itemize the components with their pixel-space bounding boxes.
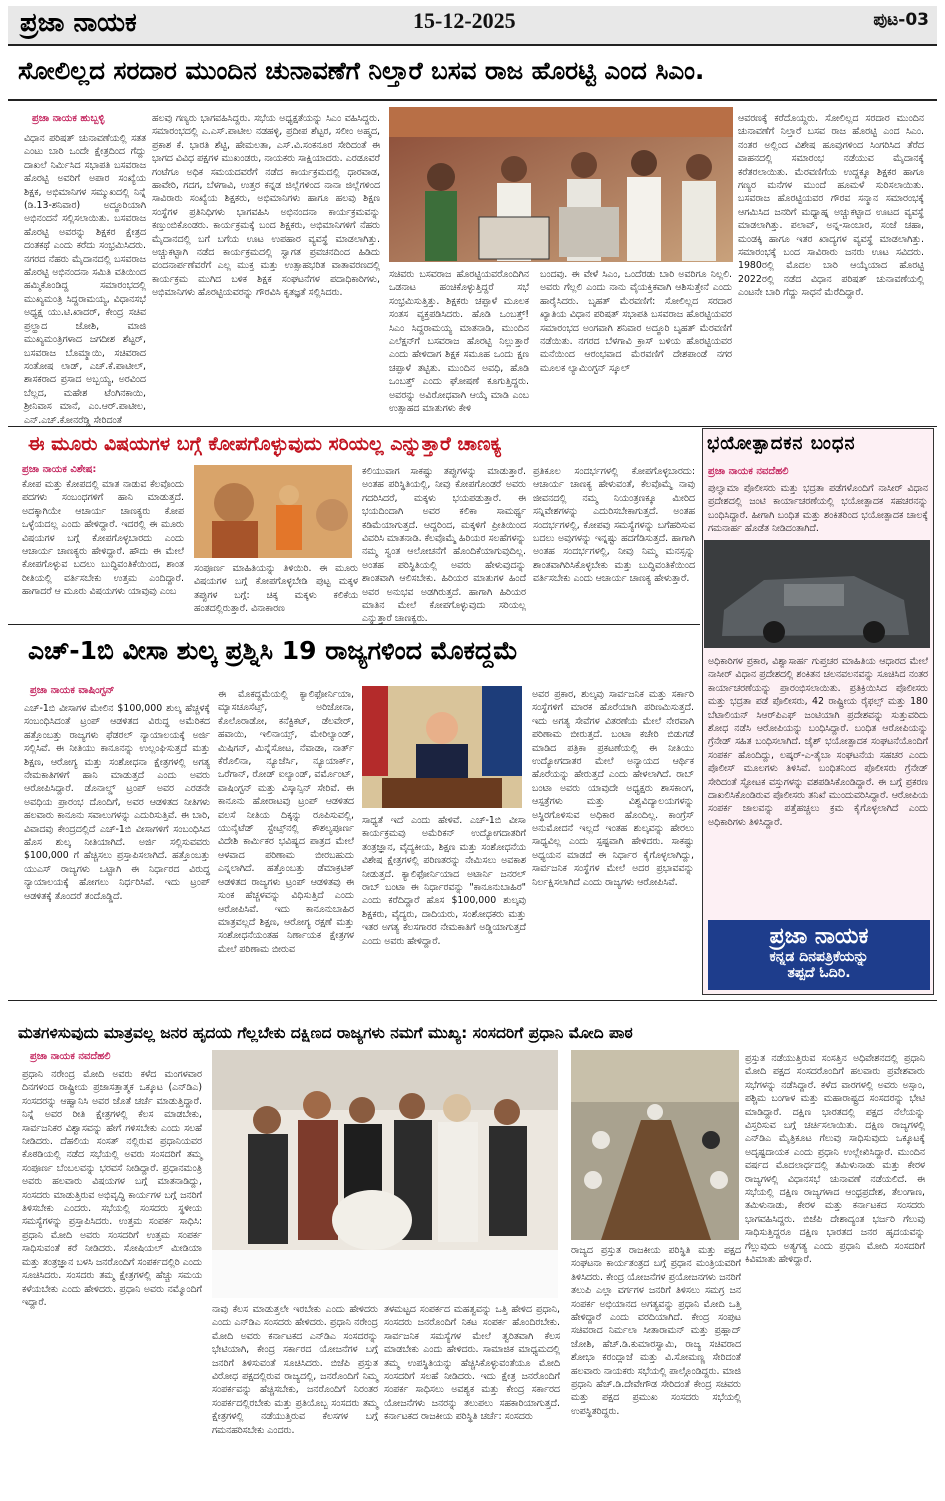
divider	[8, 99, 937, 101]
story5-col2: ನಾವು ಕೆಲಸ ಮಾಡುತ್ತಲೇ ಇರಬೇಕು ಎಂದು ಹೇಳಿದರು ಎಂದು ಎನ್‌ಡಿಎ ಸಂಸದರು ಹೇಳಿದರು. ಪ್ರಧಾನಿ ನರೇಂದ್ರ ಮೋದಿ ಅವರು ಕರ್ನಾಟಕದ ಎನ್‌ಡಿಎ ಸಂಸದರನ್ನು ಭೇಟಿಯಾಗಿ, ಕೇಂದ್ರ ಸರ್ಕಾರದ ಯೋಜನೆಗಳ ಬಗ್ಗೆ ಜನರಿಗೆ ತಿಳಿಸುವಂತೆ ಸೂಚಿಸಿದರು. ಬಿಜೆಪಿ ಪ್ರಸ್ತುತ ವಿರೋಧ ಪಕ್ಷದಲ್ಲಿರುವ ರಾಜ್ಯದಲ್ಲಿ, ಜನರೊಂದಿಗೆ ನಿಮ್ಮ ಸಂಪರ್ಕವನ್ನು ಹೆಚ್ಚಿಸಬೇಕು, ಜನರೊಂದಿಗೆ ನಿರಂತರ ಸಂಪರ್ಕದಲ್ಲಿರಬೇಕು ಮತ್ತು ಪ್ರತಿಯೊಬ್ಬ ಸಂಸದರು ತಮ್ಮ ಕ್ಷೇತ್ರಗಳಲ್ಲಿ ನಡೆಯುತ್ತಿರುವ ಕೆಲಸಗಳ ಬಗ್ಗೆ ಗಮನಹರಿಸಬೇಕು ಎಂದರು.	[212, 1304, 378, 1436]
story2-headline: ಈ ಮೂರು ವಿಷಯಗಳ ಬಗ್ಗೆ ಕೋಪಗೊಳ್ಳುವುದು ಸರಿಯಲ್ಲ ಎನ್ನುತ್ತಾರೆ ಚಾಣಕ್ಯ	[28, 433, 502, 455]
story4-col4: ಅವರ ಪ್ರಕಾರ, ಶುಲ್ಕವು ಸಾರ್ವಜನಿಕ ಮತ್ತು ಸರ್ಕಾರಿ ಸಂಸ್ಥೆಗಳಿಗೆ ಮಾರಕ ಹೊರೆಯಾಗಿ ಪರಿಣಮಿಸುತ್ತದೆ. ಇದು ಅಗತ್ಯ ಸೇವೆಗಳ ವಿತರಣೆಯ ಮೇಲೆ ನೇರವಾಗಿ ಪರಿಣಾಮ ಬೀರುತ್ತದೆ. ಬಂಟಾ ಕಚೇರಿ ಬಿಡುಗಡೆ ಮಾಡಿದ ಪತ್ರಿಕಾ ಪ್ರಕಟಣೆಯಲ್ಲಿ ಈ ನೀತಿಯು ಉದ್ಯೋಗದಾತರ ಮೇಲೆ ಅನ್ಯಾಯದ ಆರ್ಥಿಕ ಹೊರೆಯನ್ನು ಹೇರುತ್ತದೆ ಎಂದು ಹೇಳಲಾಗಿದೆ. ರಾಬ್ ಬಂಟಾ ಅವರು ಯಾವುದೇ ಅಧ್ಯಕ್ಷರು ಶಾಸಕಾಂಗ, ಆಸ್ಪತ್ರೆಗಳು ಮತ್ತು ವಿಶ್ವವಿದ್ಯಾಲಯಗಳನ್ನು ಅಸ್ಥಿರಗೊಳಿಸುವ ಅಧಿಕಾರ ಹೊಂದಿಲ್ಲ. ಕಾಂಗ್ರೆಸ್ ಅನುಮೋದನೆ ಇಲ್ಲದೆ ಇಂತಹ ಶುಲ್ಕವನ್ನು ಹೇರಲು ಸಾಧ್ಯವಿಲ್ಲ ಎಂದು ಸ್ಪಷ್ಟವಾಗಿ ಹೇಳಿದರು. ಸಾಕಷ್ಟು ಅಧ್ಯಯನ ಮಾಡದೆ ಈ ನಿರ್ಧಾರ ಕೈಗೊಳ್ಳಲಾಗಿದ್ದು, ಸಾರ್ವಜನಿಕ ಸಂಸ್ಥೆಗಳ ಮೇಲೆ ಅದರ ಪ್ರಭಾವವನ್ನು ನಿರ್ಲಕ್ಷಿಸಲಾಗಿದೆ ಎಂದು ರಾಜ್ಯಗಳು ಆರೋಪಿಸಿವೆ.	[532, 689, 694, 888]
page-number: ಪುಟ-03	[873, 10, 929, 30]
issue-date: 15-12-2025	[413, 8, 516, 33]
story1-col4: ಬಂದವು. ಈ ವೇಳೆ ಸಿಎಂ, ಒಂದೆರಡು ಬಾರಿ ಅವರಿಗೂ ನಿಲ್ಲಲಿ. ಅವರು ಗೆಲ್ಲಲಿ ಎಂದು ನಾನು ವೈಯಕ್ತಿಕವಾಗಿ ಆಶಿಸುತ್ತೇನೆ ಎಂದು ಹಾರೈಸಿದರು. ಬೃಹತ್ ಮೆರವಣಿಗೆ: ಸೋಲಿಲ್ಲದ ಸರದಾರ ಖ್ಯಾತಿಯ ವಿಧಾನ ಪರಿಷತ್ ಸಭಾಪತಿ ಬಸವರಾಜ ಹೊರಟ್ಟಿಯವರ ಸಮಾರಂಭದ ಅಂಗವಾಗಿ ಶನಿವಾರ ಅದ್ಧೂರಿ ಬೃಹತ್ ಮೆರವಣಿಗೆ ನಡೆಯಿತು. ನಗರದ ಬೆಳಗಾವಿ ಕ್ರಾಸ್ ಬಳಿಯ ಹೊರಟ್ಟಿಯವರ ಮನೆಯಿಂದ ಆರಂಭವಾದ ಮೆರವಣಿಗೆ ದೇಶಪಾಂಡೆ ನಗರ ಮೂಲಕ ಲ್ಯಾಮಿಂಗ್ಟನ್ ಸ್ಕೂಲ್	[540, 269, 732, 374]
ad-title: ಪ್ರಜಾ ನಾಯಕ	[769, 924, 869, 949]
story1-col1: ವಿಧಾನ ಪರಿಷತ್ ಚುನಾವಣೆಯಲ್ಲಿ ಸತತ ಎಂಟು ಬಾರಿ ಒಂದೇ ಕ್ಷೇತ್ರದಿಂದ ಗೆದ್ದು ದಾಖಲೆ ನಿರ್ಮಿಸಿದ ಸಭಾಪತಿ ಬಸವರಾಜ ಹೊರಟ್ಟಿ ಅವರಿಗೆ ಅಪಾರ ಸಂಖ್ಯೆಯ ಶಿಕ್ಷಕ, ಅಭಿಮಾನಿಗಳ ಸಮ್ಮುಖದಲ್ಲಿ ನಿನ್ನೆ (ಡಿ.13-ಶನಿವಾರ) ಅದ್ಧೂರಿಯಾಗಿ ಅಭಿನಂದನೆ ಸಲ್ಲಿಸಲಾಯಿತು. ಬಸವರಾಜ ಹೊರಟ್ಟಿ ಅವರನ್ನು ಶಿಕ್ಷಕರ ಕ್ಷೇತ್ರದ ದಂತಕಥೆ ಎಂದು ಕರೆದು ಸಂಭ್ರಮಿಸಿದರು. ನಗರದ ನೆಹರು ಮೈದಾನದಲ್ಲಿ ಬಸವರಾಜ ಹೊರಟ್ಟಿ ಅಭಿನಂದನಾ ಸಮಿತಿ ವತಿಯಿಂದ ಹಮ್ಮಿಕೊಂಡಿದ್ದ ಸಮಾರಂಭದಲ್ಲಿ ಮುಖ್ಯಮಂತ್ರಿ ಸಿದ್ದರಾಮಯ್ಯ, ವಿಧಾನಸಭೆ ಅಧ್ಯಕ್ಷ ಯು.ಟಿ.ಖಾದರ್, ಕೇಂದ್ರ ಸಚಿವ ಪ್ರಲ್ಹಾದ ಜೋಶಿ, ಮಾಜಿ ಮುಖ್ಯಮಂತ್ರಿಗಳಾದ ಜಗದೀಶ ಶೆಟ್ಟರ್, ಬಸವರಾಜ ಬೊಮ್ಮಾಯಿ, ಸಚಿವರಾದ ಸಂತೋಷ ಲಾಡ್, ಎಚ್.ಕೆ.ಪಾಟೀಲ್, ಶಾಸಕರಾದ ಪ್ರಸಾದ ಅಬ್ಬಯ್ಯ, ಅರವಿಂದ ಬೆಲ್ಲದ, ಮಹೇಶ ಟೆಂಗಿನಕಾಯಿ, ಶ್ರೀನಿವಾಸ ಮಾನೆ, ಎಂ.ಆರ್.ಪಾಟೀಲ, ಎನ್.ಎಚ್.ಕೋನರೆಡ್ಡಿ ಸೇರಿದಂತೆ	[24, 133, 146, 426]
story1-col3: ಸಚಿವರು ಬಸವರಾಜ ಹೊರಟ್ಟಿಯವರೊಂದಿಗಿನ ಒಡನಾಟ ಹಂಚಿಕೊಳ್ಳುತ್ತಿದ್ದರೆ ಸಭೆ ಸಂಭ್ರಮಿಸುತ್ತಿತ್ತು. ಶಿಕ್ಷಕರು ಚಪ್ಪಾಳೆ ಮೂಲಕ ಸಂತಸ ವ್ಯಕ್ತಪಡಿಸಿದರು. ಹೊಡಿ ಒಂಬತ್ತ್! ಸಿಎಂ ಸಿದ್ದರಾಮಯ್ಯ ಮಾತನಾಡಿ, ಮುಂದಿನ ಎಲೆಕ್ಷನ್‍ಗೆ ಬಸವರಾಜ ಹೊರಟ್ಟಿ ನಿಲ್ಲುತ್ತಾರೆ ಎಂದು ಹೇಳಿದಾಗ ಶಿಕ್ಷಕ ಸಮೂಹ ಒಂದು ಕ್ಷಣ ಚಪ್ಪಾಳೆ ತಟ್ಟಿತು. ಮುಂದಿನ ಅವಧಿ, ಹೊಡಿ ಒಂಬತ್ತ್ ಎಂದು ಘೋಷಣೆ ಕೂಗುತ್ತಿದ್ದರು. ಅವರನ್ನು ಅವಿರೋಧವಾಗಿ ಆಯ್ಕೆ ಮಾಡಿ ಎಂಬ ಉತ್ಸಾಹದ ಮಾತುಗಳು ಕೇಳಿ	[389, 269, 529, 415]
story1-byline: ಪ್ರಜಾ ನಾಯಕ ಹುಬ್ಬಳ್ಳಿ	[32, 113, 105, 124]
story2-photo	[194, 465, 352, 558]
story3-headline: ಭಯೋತ್ಪಾದಕನ ಬಂಧನ	[707, 433, 856, 454]
story2-col4: ಪ್ರತಿಕೂಲ ಸಂದರ್ಭಗಳಲ್ಲಿ ಕೋಪಗೊಳ್ಳಬಾರದು: ಆಚಾರ್ಯ ಚಾಣಕ್ಯ ಹೇಳುವಂತೆ, ಕೆಲವೊಮ್ಮೆ ನಾವು ಜೀವನದಲ್ಲಿ ನಮ್ಮ ನಿಯಂತ್ರಣಕ್ಕೂ ಮೀರಿದ ಸನ್ನಿವೇಶಗಳನ್ನು ಎದುರಿಸಬೇಕಾಗುತ್ತದೆ. ಅಂತಹ ಸಂದರ್ಭಗಳಲ್ಲಿ, ಕೋಪವು ಸಮಸ್ಯೆಗಳನ್ನು ಬಗೆಹರಿಸುವ ಬದಲು ಅವುಗಳನ್ನು ಇನ್ನಷ್ಟು ಹದಗೆಡಿಸುತ್ತದೆ. ಹಾಗಾಗಿ ಅಂತಹ ಸಂದರ್ಭಗಳಲ್ಲಿ, ನೀವು ನಿಮ್ಮ ಮನಸ್ಸನ್ನು ಶಾಂತವಾಗಿರಿಸಿಕೊಳ್ಳಬೇಕು ಮತ್ತು ಬುದ್ಧಿವಂತಿಕೆಯಿಂದ ವರ್ತಿಸಬೇಕು ಎಂದು ಆಚಾರ್ಯ ಚಾಣಕ್ಯ ಹೇಳುತ್ತಾರೆ.	[533, 466, 695, 585]
story3-body: ಅಧಿಕಾರಿಗಳ ಪ್ರಕಾರ, ವಿಶ್ವಾಸಾರ್ಹ ಗುಪ್ತಚರ ಮಾಹಿತಿಯ ಆಧಾರದ ಮೇಲೆ ನಾಸೀರ್ ವಿಧಾನ ಪ್ರದೇಶದಲ್ಲಿ ಶಂಕಿತನ ಚಲನವಲನವನ್ನು ಸೂಚಿಸಿದ ನಂತರ ಕಾರ್ಯಾಚರಣೆಯನ್ನು ಪ್ರಾರಂಭಿಸಲಾಯಿತು. ಪ್ರತಿಕ್ರಿಯಿಸಿದ ಪೊಲೀಸರು ಮತ್ತು ಭದ್ರತಾ ಪಡೆ ಪೊಲೀಸರು, 42 ರಾಷ್ಟ್ರೀಯ ರೈಫಲ್ಸ್ ಮತ್ತು 180 ಬೆಟಾಲಿಯನ್ ಸಿಆರ್‌ಪಿಎಫ್ ಜಂಟಿಯಾಗಿ ಪ್ರದೇಶವನ್ನು ಸುತ್ತುವರಿದು ಶೋಧ ನಡೆಸಿ ಆರೋಪಿಯನ್ನು ಬಂಧಿಸಿದ್ದಾರೆ. ಬಂಧಿತ ಆರೋಪಿಯನ್ನು ಗ್ರೆನೇಡ್ ಸಹಿತ ಬಂಧಿಸಲಾಗಿದೆ. ಜೈಶ್ ಭಯೋತ್ಪಾದಕ ಸಂಘಟನೆಯೊಂದಿಗೆ ಸಂಪರ್ಕ ಹೊಂದಿದ್ದು, ಲಷ್ಕರ್-ಎ-ತೈಬಾ ಸಂಘಟನೆಯ ಸಹಚರ ಎಂದು ಪೊಲೀಸ್ ಮೂಲಗಳು ತಿಳಿಸಿವೆ. ಬಂಧಿತನಿಂದ ಪೊಲೀಸರು ಗ್ರೆನೇಡ್ ಸೇರಿದಂತೆ ಸ್ಫೋಟಕ ವಸ್ತುಗಳನ್ನು ವಶಪಡಿಸಿಕೊಂಡಿದ್ದಾರೆ. ಈ ಬಗ್ಗೆ ಪ್ರಕರಣ ದಾಖಲಿಸಿಕೊಂಡಿರುವ ಪೊಲೀಸರು ತನಿಖೆ ಮುಂದುವರಿಸಿದ್ದಾರೆ. ಆರೋಪಿಯ ಸಂಪರ್ಕ ಜಾಲವನ್ನು ಪತ್ತೆಹಚ್ಚಲು ಕ್ರಮ ಕೈಗೊಳ್ಳಲಾಗಿದೆ ಎಂದು ಅಧಿಕಾರಿಗಳು ತಿಳಿಸಿದ್ದಾರೆ.	[708, 656, 928, 828]
story2-col1: ಕೋಪ ಮತ್ತು ಕೋಪದಲ್ಲಿ ಮಾತ ನಾಡುವ ಕೆಲವೊಂದು ಪದಗಳು ಸಂಬಂಧಗಳಿಗೆ ಹಾನಿ ಮಾಡುತ್ತದೆ. ಅದಕ್ಕಾಗಿಯೇ ಆಚಾರ್ಯ ಚಾಣಕ್ಯರು ಕೋಪ ಒಳ್ಳೆಯದಲ್ಲ ಎಂದು ಹೇಳಿದ್ದಾರೆ. ಇದರಲ್ಲಿ ಈ ಮೂರು ವಿಷಯಗಳ ಬಗ್ಗೆ ಕೋಪಗೊಳ್ಳಬಾರದು ಎಂದು ಆಚಾರ್ಯ ಚಾಣಕ್ಯರು ಹೇಳಿದ್ದಾರೆ. ಹೌದು ಈ ಮೇಲೆ ಕೋಪಗೊಳ್ಳುವ ಬದಲು ಬುದ್ಧಿವಂತಿಕೆಯಿಂದ, ಶಾಂತ ರೀತಿಯಲ್ಲಿ ವರ್ತಿಸಬೇಕು ಉತ್ತಮ ಎಂದಿದ್ದಾರೆ. ಹಾಗಾದರೆ ಆ ಮೂರು ವಿಷಯಗಳು ಯಾವುವು ಎಂಬ	[22, 479, 184, 598]
story5-headline: ಮತಗಳಿಸುವುದು ಮಾತ್ರವಲ್ಲ ಜನರ ಹೃದಯ ಗೆಲ್ಲಬೇಕು ದಕ್ಷಿಣದ ರಾಜ್ಯಗಳು ನಮಗೆ ಮುಖ್ಯ: ಸಂಸದರಿಗೆ ಪ್ರಧಾನಿ ಮೋದಿ ಪಾಠ	[18, 1024, 633, 1042]
divider	[8, 1000, 937, 1001]
story4-col2: ಈ ಮೊಕದ್ದಮೆಯಲ್ಲಿ ಕ್ಯಾಲಿಫೋರ್ನಿಯಾ, ಮ್ಯಾಸಚೂಸೆಟ್ಸ್, ಅರಿಜೋನಾ, ಕೊಲೊರಾಡೋ, ಕನೆಕ್ಟಿಕಟ್, ಡೆಲವೇರ್, ಹವಾಯಿ, ಇಲಿನಾಯ್ಸ್, ಮೇರಿಲ್ಯಾಂಡ್, ಮಿಷಿಗನ್, ಮಿನ್ನೆಸೋಟ, ನೆವಾಡಾ, ನಾರ್ತ್ ಕೆರೊಲಿನಾ, ನ್ಯೂಜೆರ್ಸಿ, ನ್ಯೂಯಾರ್ಕ್, ಒರೆಗಾನ್, ರೋಡ್ ಐಲ್ಯಾಂಡ್, ವರ್ಮೊಂಟ್, ವಾಷಿಂಗ್ಟನ್ ಮತ್ತು ವಿಸ್ಕಾನ್ಸಿನ್ ಸೇರಿವೆ. ಈ ಕಾನೂನು ಹೋರಾಟವು ಟ್ರಂಪ್ ಆಡಳಿತದ ವಲಸೆ ನೀತಿಯ ದಿಕ್ಕನ್ನು ರೂಪಿಸುವಲ್ಲಿ, ಯುನೈಟೆಡ್ ಸ್ಟೇಟ್ಸ್‌ನಲ್ಲಿ ಕೌಶಲ್ಯಪೂರ್ಣ ವಿದೇಶಿ ಕಾರ್ಮಿಕರ ಭವಿಷ್ಯದ ಪಾತ್ರದ ಮೇಲೆ ಆಳವಾದ ಪರಿಣಾಮ ಬೀರಬಹುದು ಎನ್ನಲಾಗಿದೆ. ಹತ್ತೊಂಬತ್ತು ಡೆಮಾಕ್ರಟಿಕ್ ಆಡಳಿತದ ರಾಜ್ಯಗಳು ಟ್ರಂಪ್ ಆಡಳಿತವು ಈ ಸುಂಕ ಹೆಚ್ಚಳವನ್ನು ವಿಧಿಸುತ್ತಿದೆ ಎಂದು ಆರೋಪಿಸಿವೆ. ಇದು ಕಾನೂನುಬಾಹಿರ ಮಾತ್ರವಲ್ಲದೆ ಶಿಕ್ಷಣ, ಆರೋಗ್ಯ ರಕ್ಷಣೆ ಮತ್ತು ಸಂಶೋಧನೆಯಂತಹ ನಿರ್ಣಾಯಕ ಕ್ಷೇತ್ರಗಳ ಮೇಲೆ ಪರಿಣಾಮ ಬೀರುವ	[218, 689, 354, 955]
divider	[8, 426, 937, 427]
story3-byline: ಪ್ರಜಾ ನಾಯಕ ನವದೆಹಲಿ	[708, 466, 789, 477]
story5-col4: ರಾಜ್ಯದ ಪ್ರಸ್ತುತ ರಾಜಕೀಯ ಪರಿಸ್ಥಿತಿ ಮತ್ತು ಪಕ್ಷದ ಸಂಘಟನಾ ಕಾರ್ಯತಂತ್ರದ ಬಗ್ಗೆ ಪ್ರಧಾನ ಮಂತ್ರಿಯವರಿಗೆ ತಿಳಿಸಿದರು. ಕೇಂದ್ರ ಯೋಜನೆಗಳ ಪ್ರಯೋಜನಗಳು ಜನರಿಗೆ ತಲುಪಿ ಎಲ್ಲಾ ವರ್ಗಗಳ ಜನರಿಗೆ ತಿಳಿಸಲು ಸಮಗ್ರ ಜನ ಸಂಪರ್ಕ ಅಭಿಯಾನದ ಅಗತ್ಯವನ್ನು ಪ್ರಧಾನಿ ಮೋದಿ ಒತ್ತಿ ಹೇಳಿದ್ದಾರೆ ಎಂದು ವರದಿಯಾಗಿದೆ. ಕೇಂದ್ರ ಸಂಪುಟ ಸಚಿವರಾದ ನಿರ್ಮಲಾ ಸೀತಾರಾಮನ್ ಮತ್ತು ಪ್ರಹ್ಲಾದ್ ಜೋಶಿ, ಹೆಚ್.ಡಿ.ಕುಮಾರಸ್ವಾಮಿ, ರಾಜ್ಯ ಸಚಿವರಾದ ಶೋಭಾ ಕರಂದ್ಲಾಜೆ ಮತ್ತು ವಿ.ಸೋಮಣ್ಣ ಸೇರಿದಂತೆ ಹಲವಾರು ನಾಯಕರು ಸಭೆಯಲ್ಲಿ ಪಾಲ್ಗೊಂಡಿದ್ದರು. ಮಾಜಿ ಪ್ರಧಾನಿ ಹೆಚ್.ಡಿ.ದೇವೇಗೌಡ ಸೇರಿದಂತೆ ಕೇಂದ್ರ ಸಚಿವರು ಮತ್ತು ಪಕ್ಷದ ಪ್ರಮುಖ ಸಂಸದರು ಸಭೆಯಲ್ಲಿ ಉಪಸ್ಥಿತರಿದ್ದರು.	[571, 1245, 741, 1417]
story5-col5: ಪ್ರಸ್ತುತ ನಡೆಯುತ್ತಿರುವ ಸಂಸತ್ತಿನ ಅಧಿವೇಶನದಲ್ಲಿ ಪ್ರಧಾನಿ ಮೋದಿ ಪಕ್ಷದ ಸಂಸದರೊಂದಿಗೆ ಹಲವಾರು ಪ್ರವೇಶವಾರು ಸಭೆಗಳನ್ನು ನಡೆಸಿದ್ದಾರೆ. ಕಳೆದ ವಾರಗಳಲ್ಲಿ ಅವರು ಅಸ್ಸಾಂ, ಪಶ್ಚಿಮ ಬಂಗಾಳ ಮತ್ತು ಮಹಾರಾಷ್ಟ್ರದ ಸಂಸದರನ್ನು ಭೇಟಿ ಮಾಡಿದ್ದಾರೆ. ದಕ್ಷಿಣ ಭಾರತದಲ್ಲಿ ಪಕ್ಷದ ನೆಲೆಯನ್ನು ವಿಸ್ತರಿಸುವ ಬಗ್ಗೆ ಚರ್ಚಿಸಲಾಯಿತು. ದಕ್ಷಿಣ ರಾಜ್ಯಗಳಲ್ಲಿ ಎನ್‌ಡಿಎ ಮೈತ್ರಿಕೂಟ ಗೆಲುವು ಸಾಧಿಸುವುದು ಒಕ್ಕೂಟಕ್ಕೆ ಅದೃಷ್ಟದಾಯಕ ಎಂದು ಪ್ರಧಾನಿ ಉಲ್ಲೇಖಿಸಿದ್ದಾರೆ. ಮುಂದಿನ ವರ್ಷದ ಮೊದಲಾರ್ಧದಲ್ಲಿ ತಮಿಳುನಾಡು ಮತ್ತು ಕೇರಳ ರಾಜ್ಯಗಳಲ್ಲಿ ವಿಧಾನಸಭೆ ಚುನಾವಣೆ ನಡೆಯಲಿದೆ. ಈ ಸಭೆಯಲ್ಲಿ ದಕ್ಷಿಣ ರಾಜ್ಯಗಳಾದ ಆಂಧ್ರಪ್ರದೇಶ, ತೆಲಂಗಾಣ, ತಮಿಳುನಾಡು, ಕೇರಳ ಮತ್ತು ಕರ್ನಾಟಕದ ಸಂಸದರು ಭಾಗವಹಿಸಿದ್ದರು. ಬಿಜೆಪಿ ದೇಶಾದ್ಯಂತ ಭರ್ಜರಿ ಗೆಲುವು ಸಾಧಿಸುತ್ತಿದ್ದರೂ ದಕ್ಷಿಣ ಭಾರತದ ಜನರ ಹೃದಯವನ್ನು ಗೆಲ್ಲುವುದು ಅತ್ಯಗತ್ಯ ಎಂದು ಪ್ರಧಾನಿ ಮೋದಿ ಸಂಸದರಿಗೆ ಕಿವಿಮಾತು ಹೇಳಿದ್ದಾರೆ.	[745, 1053, 925, 1266]
masthead	[8, 6, 937, 46]
story5-byline: ಪ್ರಜಾ ನಾಯಕ ನವದೆಹಲಿ	[30, 1051, 111, 1062]
story2-col3: ಕಲಿಯುವಾಗ ಸಾಕಷ್ಟು ತಪ್ಪುಗಳನ್ನು ಮಾಡುತ್ತಾರೆ. ಅಂತಹ ಪರಿಸ್ಥಿತಿಯಲ್ಲಿ, ನೀವು ಕೋಪಗೊಂಡರೆ ಅವರು ಗದರಿಸಿದರೆ, ಮಕ್ಕಳು ಭಯಪಡುತ್ತಾರೆ. ಈ ಭಯದಿಂದಾಗಿ ಅವರ ಕಲಿಕಾ ಸಾಮರ್ಥ್ಯ ಕಡಿಮೆಯಾಗುತ್ತದೆ. ಆದ್ದರಿಂದ, ಮಕ್ಕಳಿಗೆ ಪ್ರೀತಿಯಿಂದ ವಿವರಿಸಿ ಮಾತನಾಡಿ. ಕೆಲವೊಮ್ಮೆ ಹಿರಿಯರ ಸಲಹೆಗಳನ್ನು ನಮ್ಮ ಸ್ವಂತ ಆಲೋಚನೆಗೆ ಹೊಂದಿಕೆಯಾಗುವುದಿಲ್ಲ. ಅಂತಹ ಪರಿಸ್ಥಿತಿಯಲ್ಲಿ ಅವರು ಹೇಳುವುದನ್ನು ಶಾಂತವಾಗಿ ಆಲಿಸಬೇಕು. ಹಿರಿಯರ ಮಾತುಗಳ ಹಿಂದೆ ಅವರ ಅನುಭವ ಅಡಗಿರುತ್ತದೆ. ಹಾಗಾಗಿ ಹಿರಿಯರ ಮಾತಿನ ಮೇಲೆ ಕೋಪಗೊಳ್ಳುವುದು ಸರಿಯಲ್ಲ ಎನ್ನುತ್ತಾರೆ ಚಾಣಕ್ಯರು.	[362, 466, 526, 625]
story1-photo	[389, 107, 733, 262]
divider	[8, 624, 700, 625]
story4-col1: ಎಚ್-1ಬಿ ವೀಸಾಗಳ ಮೇಲಿನ $100,000 ಶುಲ್ಕ ಹೆಚ್ಚಳಕ್ಕೆ ಸಂಬಂಧಿಸಿದಂತೆ ಟ್ರಂಪ್ ಆಡಳಿತದ ವಿರುದ್ಧ ಅಮೆರಿಕದ ಹತ್ತೊಂಬತ್ತು ರಾಜ್ಯಗಳು ಫೆಡರಲ್ ನ್ಯಾಯಾಲಯಕ್ಕೆ ಅರ್ಜಿ ಸಲ್ಲಿಸಿವೆ. ಈ ನೀತಿಯು ಕಾನೂನನ್ನು ಉಲ್ಲಂಘಿಸುತ್ತದೆ ಮತ್ತು ಶಿಕ್ಷಣ, ಆರೋಗ್ಯ ಮತ್ತು ಸಂಶೋಧನಾ ಕ್ಷೇತ್ರಗಳಲ್ಲಿ ಅಗತ್ಯ ನೇಮಕಾತಿಗಳಿಗೆ ಹಾನಿ ಮಾಡುತ್ತದೆ ಎಂದು ಅವರು ಆರೋಪಿಸಿದ್ದಾರೆ. ಡೊನಾಲ್ಡ್ ಟ್ರಂಪ್ ಅವರ ಎರಡನೇ ಅವಧಿಯ ಪ್ರಾರಂಭ ದೊಂದಿಗೆ, ಅವರ ಆಡಳಿತದ ನೀತಿಗಳು ಹಲವಾರು ಕಾನೂನು ಸವಾಲುಗಳನ್ನು ಎದುರಿಸುತ್ತಿವೆ. ಈ ಬಾರಿ, ವಿವಾದವು ಕೇಂದ್ರದಲ್ಲಿದೆ ಎಚ್-1ಬಿ ವೀಸಾಗಳಿಗೆ ಸಂಬಂಧಿಸಿದ ಹೊಸ ಶುಲ್ಕ ನೀತಿಯಾಗಿದೆ. ಅರ್ಜಿ ಸಲ್ಲಿಸುವವರು $100,000 ಗೆ ಹೆಚ್ಚಿಸಲು ಪ್ರಸ್ತಾಪಿಸಲಾಗಿದೆ. ಹತ್ತೊಂಬತ್ತು ಯುಎಸ್ ರಾಜ್ಯಗಳು ಒಟ್ಟಾಗಿ ಈ ನಿರ್ಧಾರದ ವಿರುದ್ಧ ನ್ಯಾಯಾಲಯಕ್ಕೆ ಹೋಗಲು ನಿರ್ಧರಿಸಿವೆ. ಇದು ಟ್ರಂಪ್ ಆಡಳಿತಕ್ಕೆ ತೊಂದರೆ ತಂದೊಡ್ಡಿದೆ.	[24, 703, 210, 902]
paper-name: ಪ್ರಜಾ ನಾಯಕ	[20, 8, 137, 38]
story5-photo-meeting	[571, 1050, 739, 1240]
story5-photo-main	[212, 1050, 558, 1298]
story4-headline: ಎಚ್-1ಬಿ ವೀಸಾ ಶುಲ್ಕ ಪ್ರಶ್ನಿಸಿ 19 ರಾಜ್ಯಗಳಿಂದ ಮೊಕದ್ದಮೆ	[28, 636, 519, 665]
story4-byline: ಪ್ರಜಾ ನಾಯಕ ವಾಷಿಂಗ್ಟನ್	[30, 685, 115, 696]
story3-photo	[704, 540, 930, 648]
subscribe-ad	[708, 920, 930, 990]
story1-headline: ಸೋಲಿಲ್ಲದ ಸರದಾರ ಮುಂದಿನ ಚುನಾವಣೆಗೆ ನಿಲ್ತಾರೆ ಬಸವ ರಾಜ ಹೊರಟ್ಟಿ ಎಂದ ಸಿಎಂ.	[18, 56, 705, 85]
story4-col3: ಸಾಧ್ಯತೆ ಇದೆ ಎಂದು ಹೇಳಿವೆ. ಎಚ್-1ಬಿ ವೀಸಾ ಕಾರ್ಯಕ್ರಮವು ಅಮೆರಿಕನ್ ಉದ್ಯೋಗದಾತರಿಗೆ ತಂತ್ರಜ್ಞಾನ, ವೈದ್ಯಕೀಯ, ಶಿಕ್ಷಣ ಮತ್ತು ಸಂಶೋಧನೆಯ ವಿಶೇಷ ಕ್ಷೇತ್ರಗಳಲ್ಲಿ ಪರಿಣತರನ್ನು ನೇಮಿಸಲು ಅವಕಾಶ ನೀಡುತ್ತದೆ. ಕ್ಯಾಲಿಫೋರ್ನಿಯಾದ ಅಟಾರ್ನಿ ಜನರಲ್ ರಾಬ್ ಬಂಟಾ ಈ ನಿರ್ಧಾರವನ್ನು "ಕಾನೂನುಬಾಹಿರ" ಎಂದು ಕರೆದಿದ್ದಾರೆ ಹೊಸ $100,000 ಶುಲ್ಕವು ಶಿಕ್ಷಕರು, ವೈದ್ಯರು, ದಾದಿಯರು, ಸಂಶೋಧಕರು ಮತ್ತು ಇತರ ಅಗತ್ಯ ಕೆಲಸಗಾರರ ನೇಮಕಾತಿಗೆ ಅಡ್ಡಿಯಾಗುತ್ತದೆ ಎಂದು ಅವರು ಹೇಳಿದ್ದಾರೆ.	[362, 815, 526, 947]
ad-line1: ಕನ್ನಡ ದಿನಪತ್ರಿಕೆಯನ್ನು	[769, 949, 869, 965]
story1-col2: ಹಲವು ಗಣ್ಯರು ಭಾಗವಹಿಸಿದ್ದರು. ಸಭೆಯ ಅಧ್ಯಕ್ಷತೆಯನ್ನು ಸಿಎಂ ವಹಿಸಿದ್ದರು. ಸಮಾರಂಭದಲ್ಲಿ ಎ.ಎಸ್.ಪಾಟೀಲ ನಡಹಳ್ಳಿ, ಪ್ರದೀಪ ಶೆಟ್ಟರ, ಸಲೀಂ ಅಹ್ಮದ, ಪ್ರಕಾಶ ಕೆ. ಭಾರತಿ ಶೆಟ್ಟಿ, ಹೇಮಲತಾ, ಎಸ್.ವಿ.ಸಂಕನೂರ ಸೇರಿದಂತೆ ಈ ಭಾಗದ ವಿವಿಧ ಪಕ್ಷಗಳ ಮುಖಂಡರು, ನಾಯಕರು ಸಾಕ್ಷಿಯಾದರು. ಎರಡೂವರೆ ಗಂಟೆಗೂ ಅಧಿಕ ಸಮಯದವರೆಗೆ ನಡೆದ ಕಾರ್ಯಕ್ರಮದಲ್ಲಿ ಧಾರವಾಡ, ಹಾವೇರಿ, ಗದಗ, ಬೆಳಗಾವಿ, ಉತ್ತರ ಕನ್ನಡ ಜಿಲ್ಲೆಗಳಿಂದ ನಾನಾ ಜಿಲ್ಲೆಗಳಿಂದ ಸಾವಿರಾರು ಸಂಖ್ಯೆಯ ಶಿಕ್ಷಕರು, ಅಭಿಮಾನಿಗಳು ಹಾಗೂ ಹಲವು ಶಿಕ್ಷಣ ಸಂಸ್ಥೆಗಳ ಪ್ರತಿನಿಧಿಗಳು ಭಾಗವಹಿಸಿ ಅಭಿನಂದನಾ ಕಾರ್ಯಕ್ರಮವನ್ನು ಕಣ್ತುಂಬಿಕೊಂಡರು. ಕಾರ್ಯಕ್ರಮಕ್ಕೆ ಬಂದ ಶಿಕ್ಷಕರು, ಅಭಿಮಾನಿಗಳಿಗೆ ನೆಹರು ಮೈದಾನದಲ್ಲಿ ಬಗೆ ಬಗೆಯ ಊಟ ಉಪಹಾರ ವ್ಯವಸ್ಥೆ ಮಾಡಲಾಗಿತ್ತು. ಅಚ್ಚುಕಟ್ಟಾಗಿ ನಡೆದ ಕಾರ್ಯಕ್ರಮದಲ್ಲಿ ಸ್ವಾಗತ ಪ್ರವಚನದಿಂದ ಹಿಡಿದು ವಂದನಾರ್ಪಣೆವರೆಗೆ ಎಲ್ಲ ಮುಕ್ತ ಮತ್ತು ಉತ್ಸಾಹಭರಿತ ವಾತಾವರಣದಲ್ಲಿ ಕಾರ್ಯಕ್ರಮ ಮುಗಿದ ಬಳಿಕ ಶಿಕ್ಷಕ ಸಂಘಟನೆಗಳ ಪದಾಧಿಕಾರಿಗಳು, ಅಭಿಮಾನಿಗಳು ಹೊರಟ್ಟಿಯವರನ್ನು ಗೌರವಿಸಿ ಕೃತಜ್ಞತೆ ಸಲ್ಲಿಸಿದರು.	[152, 113, 380, 299]
story2-col2: ಸಂಪೂರ್ಣ ಮಾಹಿತಿಯನ್ನು ತಿಳಿಯಿರಿ. ಈ ಮೂರು ವಿಷಯಗಳ ಬಗ್ಗೆ ಕೋಪಗೊಳ್ಳಬೇಡಿ ಪುಟ್ಟ ಮಕ್ಕಳ ತಪ್ಪುಗಳ ಬಗ್ಗೆ: ಚಿಕ್ಕ ಮಕ್ಕಳು ಕಲಿಕೆಯ ಹಂತದಲ್ಲಿರುತ್ತಾರೆ. ವಿನಾಕಾರಣ	[194, 563, 358, 615]
story5-col3: ತಳಮಟ್ಟದ ಸಂಪರ್ಕದ ಮಹತ್ವವನ್ನು ಒತ್ತಿ ಹೇಳಿದ ಪ್ರಧಾನಿ, ಸಂಸದರು ಜನರೊಂದಿಗೆ ನಿಕಟ ಸಂಪರ್ಕ ಹೊಂದಿರಬೇಕು. ಸಾರ್ವಜನಿಕ ಸಮಸ್ಯೆಗಳ ಮೇಲೆ ತ್ವರಿತವಾಗಿ ಕೆಲಸ ಮಾಡಬೇಕು ಎಂದು ಹೇಳಿದರು. ಸಾಮಾಜಿಕ ಮಾಧ್ಯಮದಲ್ಲಿ ತಮ್ಮ ಉಪಸ್ಥಿತಿಯನ್ನು ಹೆಚ್ಚಿಸಿಕೊಳ್ಳುವಂತೆಯೂ ಮೋದಿ ಸಂಸದರಿಗೆ ಸಲಹೆ ನೀಡಿದರು. ಇದು ಕ್ಷೇತ್ರ ಜನರೊಂದಿಗೆ ಸಂಪರ್ಕ ಸಾಧಿಸಲು ಅವಶ್ಯಕ ಮತ್ತು ಕೇಂದ್ರ ಸರ್ಕಾರದ ಯೋಜನೆಗಳು ಜನರನ್ನು ತಲುಪಲು ಸಹಕಾರಿಯಾಗುತ್ತದೆ. ಕರ್ನಾಟಕದ ರಾಜಕೀಯ ಪರಿಸ್ಥಿತಿ ಚರ್ಚೆ: ಸಂಸದರು	[384, 1304, 560, 1423]
story2-byline: ಪ್ರಜಾ ನಾಯಕ ವಿಶೇಷ:	[22, 464, 97, 475]
story1-col5: ಆವರಣಕ್ಕೆ ಕರೆದೊಯ್ದರು. ಸೋಲಿಲ್ಲದ ಸರದಾರ ಮುಂದಿನ ಚುನಾವಣೆಗೆ ನಿಲ್ತಾರೆ ಬಸವ ರಾಜ ಹೊರಟ್ಟಿ ಎಂದ ಸಿಎಂ. ನಂತರ ಅಲ್ಲಿಂದ ವಿಶೇಷ ಹೂವುಗಳಿಂದ ಸಿಂಗರಿಸಿದ ತೆರೆದ ವಾಹನದಲ್ಲಿ ಸಮಾರಂಭ ನಡೆಯುವ ಮೈದಾನಕ್ಕೆ ಕರೆತರಲಾಯಿತು. ಮೆರವಣಿಗೆಯ ಉದ್ದಕ್ಕೂ ಶಿಕ್ಷಕರ ಹಾಗೂ ಗಣ್ಯರ ಮನೆಗಳ ಮುಂದೆ ಹೂಮಳೆ ಸುರಿಸಲಾಯಿತು. ಬಸವರಾಜ ಹೊರಟ್ಟಿಯವರ ಗೌರವ ಸನ್ಮಾನ ಸಮಾರಂಭಕ್ಕೆ ಆಗಮಿಸಿದ ಜನರಿಗೆ ಮಧ್ಯಾಹ್ನ ಅಚ್ಚುಕಟ್ಟಾದ ಊಟದ ವ್ಯವಸ್ಥೆ ಮಾಡಲಾಗಿತ್ತು. ಪಲಾವ್, ಅನ್ನ-ಸಾಂಬಾರ, ಸಂಜೆ ಚಹಾ, ಮಂಡಕ್ಕಿ ಹಾಗೂ ಇತರ ಖಾದ್ಯಗಳ ವ್ಯವಸ್ಥೆ ಮಾಡಲಾಗಿತ್ತು. ಸಮಾರಂಭಕ್ಕೆ ಬಂದ ಸಾವಿರಾರು ಜನರು ಊಟ ಸವಿದರು. 1980ರಲ್ಲಿ ಮೊದಲ ಬಾರಿ ಆಯ್ಕೆಯಾದ ಹೊರಟ್ಟಿ 2022ರಲ್ಲಿ ನಡೆದ ವಿಧಾನ ಪರಿಷತ್ ಚುನಾವಣೆಯಲ್ಲಿ ಎಂಟನೇ ಬಾರಿ ಗೆದ್ದು ಸಾಧನೆ ಮೆರೆದಿದ್ದಾರೆ.	[738, 113, 924, 299]
story3-intro: ಪುಲ್ವಾಮಾ ಪೊಲೀಸರು ಮತ್ತು ಭದ್ರತಾ ಪಡೆಗಳೊಂದಿಗೆ ನಾಸೀರ್ ವಿಧಾನ ಪ್ರದೇಶದಲ್ಲಿ ಜಂಟಿ ಕಾರ್ಯಾಚರಣೆಯಲ್ಲಿ ಭಯೋತ್ಪಾದಕ ಸಹಚರನನ್ನು ಬಂಧಿಸಿದ್ದಾರೆ. ಹೀಗಾಗಿ ಬಂಧಿತ ಮತ್ತು ಶಂಕಿತರಿಂದ ಭಯೋತ್ಪಾದಕ ಚಾಲಕ್ಕೆ ಗಮನಾರ್ಹ ಹೊಡೆತ ನೀಡಿದಂತಾಗಿದೆ.	[708, 483, 928, 535]
ad-line2: ತಪ್ಪದೆ ಓದಿರಿ.	[787, 965, 851, 981]
story5-col1: ಪ್ರಧಾನಿ ನರೇಂದ್ರ ಮೋದಿ ಅವರು ಕಳೆದ ಮಂಗಳವಾರ ದಿನಗಳಂದ ರಾಷ್ಟ್ರೀಯ ಪ್ರಜಾಸತ್ತಾತ್ಮಕ ಒಕ್ಕೂಟ (ಎನ್‌ಡಿಎ) ಸಂಸದರನ್ನು ಆಹ್ವಾನಿಸಿ ಅವರ ಜೊತೆ ಚರ್ಚೆ ಮಾಡುತ್ತಿದ್ದಾರೆ. ನಿನ್ನೆ ಅವರ ರೀತಿ ಕ್ಷೇತ್ರಗಳಲ್ಲಿ ಕೆಲಸ ಮಾಡಬೇಕು, ಸಾರ್ವಜನಿಕರ ವಿಶ್ವಾಸವನ್ನು ಹೇಗೆ ಗಳಿಸಬೇಕು ಎಂದು ಸಲಹೆ ನೀಡಿದರು. ದೆಹಲಿಯ ಸಂಸತ್ ನಲ್ಲಿರುವ ಪ್ರಧಾನಿಯವರ ಕೊಠಡಿಯಲ್ಲಿ ನಡೆದ ಸಭೆಯಲ್ಲಿ ಅವರು ಸಂಸದರಿಗೆ ತಮ್ಮ ಸಂಪೂರ್ಣ ಬೆಂಬಲವನ್ನು ಭರವಸೆ ನೀಡಿದ್ದಾರೆ. ಪ್ರಧಾನಮಂತ್ರಿ ಅವರು ಹಲವಾರು ವಿಷಯಗಳ ಬಗ್ಗೆ ಮಾತನಾಡಿದ್ದು, ಸಂಸದರು ಮಾಡುತ್ತಿರುವ ಅಭಿವೃದ್ಧಿ ಕಾರ್ಯಗಳ ಬಗ್ಗೆ ಜನರಿಗೆ ತಿಳಿಸಬೇಕು ಎಂದರು. ಸಭೆಯಲ್ಲಿ ಸಂಸದರು ಸ್ಥಳೀಯ ಸಮಸ್ಯೆಗಳನ್ನು ಪ್ರಸ್ತಾಪಿಸಿದರು. ಉತ್ತಮ ಸಂಪರ್ಕ ಸಾಧಿಸಿ: ಪ್ರಧಾನಿ ಮೋದಿ ಅವರು ಸಂಸದರಿಗೆ ಉತ್ತಮ ಸಂಪರ್ಕ ಸಾಧಿಸುವಂತೆ ಕರೆ ನೀಡಿದರು. ಸೋಷಿಯಲ್ ಮೀಡಿಯಾ ಮತ್ತು ತಂತ್ರಜ್ಞಾನ ಬಳಸಿ ಜನರೊಂದಿಗೆ ಸಂಪರ್ಕದಲ್ಲಿರಿ ಎಂದು ಸೂಚಿಸಿದರು. ಸಂಸದರು ತಮ್ಮ ಕ್ಷೇತ್ರಗಳಲ್ಲಿ ಹೆಚ್ಚು ಸಮಯ ಕಳೆಯಬೇಕು ಎಂದು ಹೇಳಿದರು. ಪ್ರಧಾನಿ ಅವರು ನಮ್ಮೊಂದಿಗೆ ಇದ್ದಾರೆ.	[22, 1069, 202, 1308]
story4-photo	[362, 686, 522, 808]
